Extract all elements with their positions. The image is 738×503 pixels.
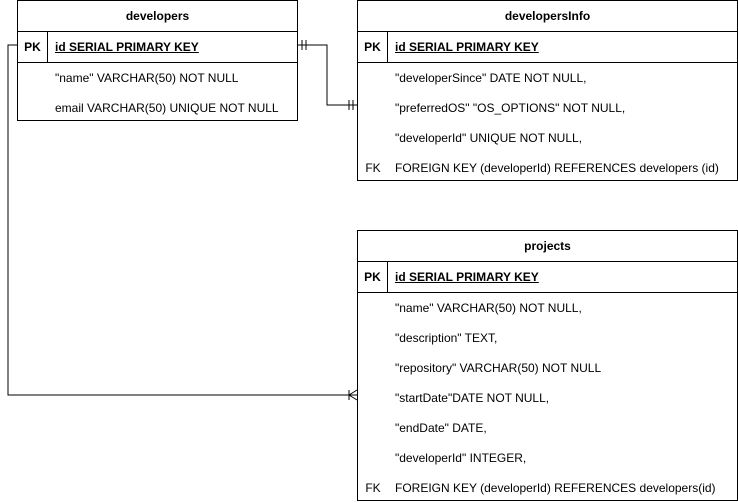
field-text: FOREIGN KEY (developerId) REFERENCES developers(id) xyxy=(395,481,716,495)
fk-label: FK xyxy=(365,481,381,495)
field-text: "developerSince" DATE NOT NULL, xyxy=(395,71,587,85)
pk-field: id SERIAL PRIMARY KEY xyxy=(395,270,539,284)
field-text: "name" VARCHAR(50) NOT NULL xyxy=(55,71,239,85)
field-text: "developerId" INTEGER, xyxy=(395,451,527,465)
field-text: "name" VARCHAR(50) NOT NULL, xyxy=(395,301,582,315)
field-text: "endDate" DATE, xyxy=(395,421,487,435)
field-text: email VARCHAR(50) UNIQUE NOT NULL xyxy=(55,101,279,115)
pk-field: id SERIAL PRIMARY KEY xyxy=(55,40,199,54)
pk-label: PK xyxy=(18,32,48,62)
pk-label: PK xyxy=(358,262,388,292)
field-text: "repository" VARCHAR(50) NOT NULL xyxy=(395,361,602,375)
table-title: projects xyxy=(358,231,737,262)
pk-label: PK xyxy=(358,32,388,62)
fk-label: FK xyxy=(365,161,381,175)
relation-line-developers-projects[interactable] xyxy=(8,45,357,395)
relation-line-developers-developersinfo[interactable] xyxy=(298,45,357,105)
field-text: FOREIGN KEY (developerId) REFERENCES developers (id) xyxy=(395,161,719,175)
table-title: developersInfo xyxy=(358,1,737,32)
field-text: "startDate"DATE NOT NULL, xyxy=(395,391,550,405)
pk-field: id SERIAL PRIMARY KEY xyxy=(395,40,539,54)
field-text: "developerId" UNIQUE NOT NULL, xyxy=(395,131,583,145)
field-text: "preferredOS" "OS_OPTIONS" NOT NULL, xyxy=(395,101,626,115)
table-title: developers xyxy=(18,1,297,32)
field-text: "description" TEXT, xyxy=(395,331,498,345)
